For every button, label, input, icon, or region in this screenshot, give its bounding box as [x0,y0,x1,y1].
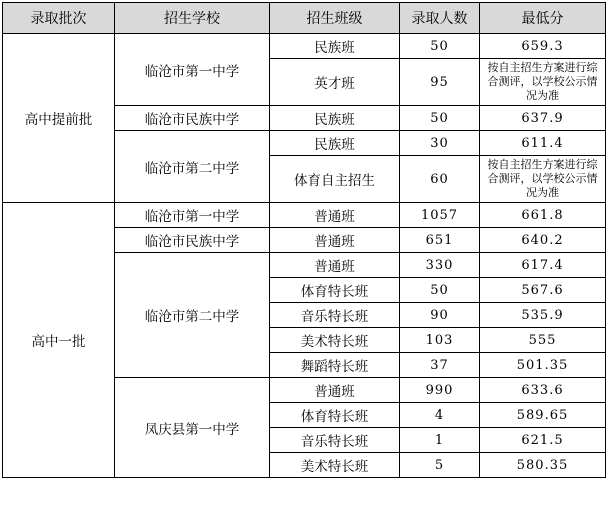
score-cell: 661.8 [480,203,606,228]
score-cell: 589.65 [480,403,606,428]
class-cell: 民族班 [270,131,400,156]
class-cell: 英才班 [270,59,400,106]
batch-cell: 高中提前批 [3,34,115,203]
score-cell: 617.4 [480,253,606,278]
header-school: 招生学校 [115,3,270,34]
class-cell: 音乐特长班 [270,303,400,328]
table-row [3,34,606,59]
class-cell: 民族班 [270,34,400,59]
school-cell: 临沧市第一中学 [115,34,270,106]
school-cell: 临沧市第一中学 [115,203,270,228]
class-cell: 普通班 [270,203,400,228]
count-cell: 990 [400,378,480,403]
class-cell: 普通班 [270,228,400,253]
header-row [3,3,606,34]
count-cell: 103 [400,328,480,353]
class-cell: 体育特长班 [270,403,400,428]
score-cell: 535.9 [480,303,606,328]
count-cell: 50 [400,278,480,303]
count-cell: 95 [400,59,480,106]
school-cell: 临沧市民族中学 [115,106,270,131]
class-cell: 体育自主招生 [270,156,400,203]
class-cell: 体育特长班 [270,278,400,303]
score-cell: 621.5 [480,428,606,453]
class-cell: 音乐特长班 [270,428,400,453]
table-row [3,203,606,228]
score-cell: 501.35 [480,353,606,378]
header-class: 招生班级 [270,3,400,34]
class-cell: 普通班 [270,253,400,278]
admission-table [2,2,606,478]
class-cell: 舞蹈特长班 [270,353,400,378]
score-cell: 659.3 [480,34,606,59]
count-cell: 50 [400,106,480,131]
count-cell: 90 [400,303,480,328]
count-cell: 1 [400,428,480,453]
header-min-score: 最低分 [480,3,606,34]
count-cell: 37 [400,353,480,378]
school-cell: 临沧市第二中学 [115,131,270,203]
score-note-cell: 按自主招生方案进行综合测评，以学校公示情况为准 [480,59,606,106]
count-cell: 50 [400,34,480,59]
score-cell: 567.6 [480,278,606,303]
count-cell: 5 [400,453,480,478]
count-cell: 651 [400,228,480,253]
score-cell: 611.4 [480,131,606,156]
score-note-cell: 按自主招生方案进行综合测评，以学校公示情况为准 [480,156,606,203]
score-cell: 637.9 [480,106,606,131]
score-cell: 640.2 [480,228,606,253]
count-cell: 4 [400,403,480,428]
school-cell: 临沧市民族中学 [115,228,270,253]
count-cell: 30 [400,131,480,156]
school-cell: 凤庆县第一中学 [115,378,270,478]
batch-cell: 高中一批 [3,203,115,478]
score-cell: 580.35 [480,453,606,478]
class-cell: 普通班 [270,378,400,403]
count-cell: 330 [400,253,480,278]
class-cell: 美术特长班 [270,453,400,478]
header-count: 录取人数 [400,3,480,34]
score-cell: 633.6 [480,378,606,403]
score-cell: 555 [480,328,606,353]
count-cell: 1057 [400,203,480,228]
school-cell: 临沧市第二中学 [115,253,270,378]
count-cell: 60 [400,156,480,203]
class-cell: 美术特长班 [270,328,400,353]
class-cell: 民族班 [270,106,400,131]
header-batch: 录取批次 [3,3,115,34]
